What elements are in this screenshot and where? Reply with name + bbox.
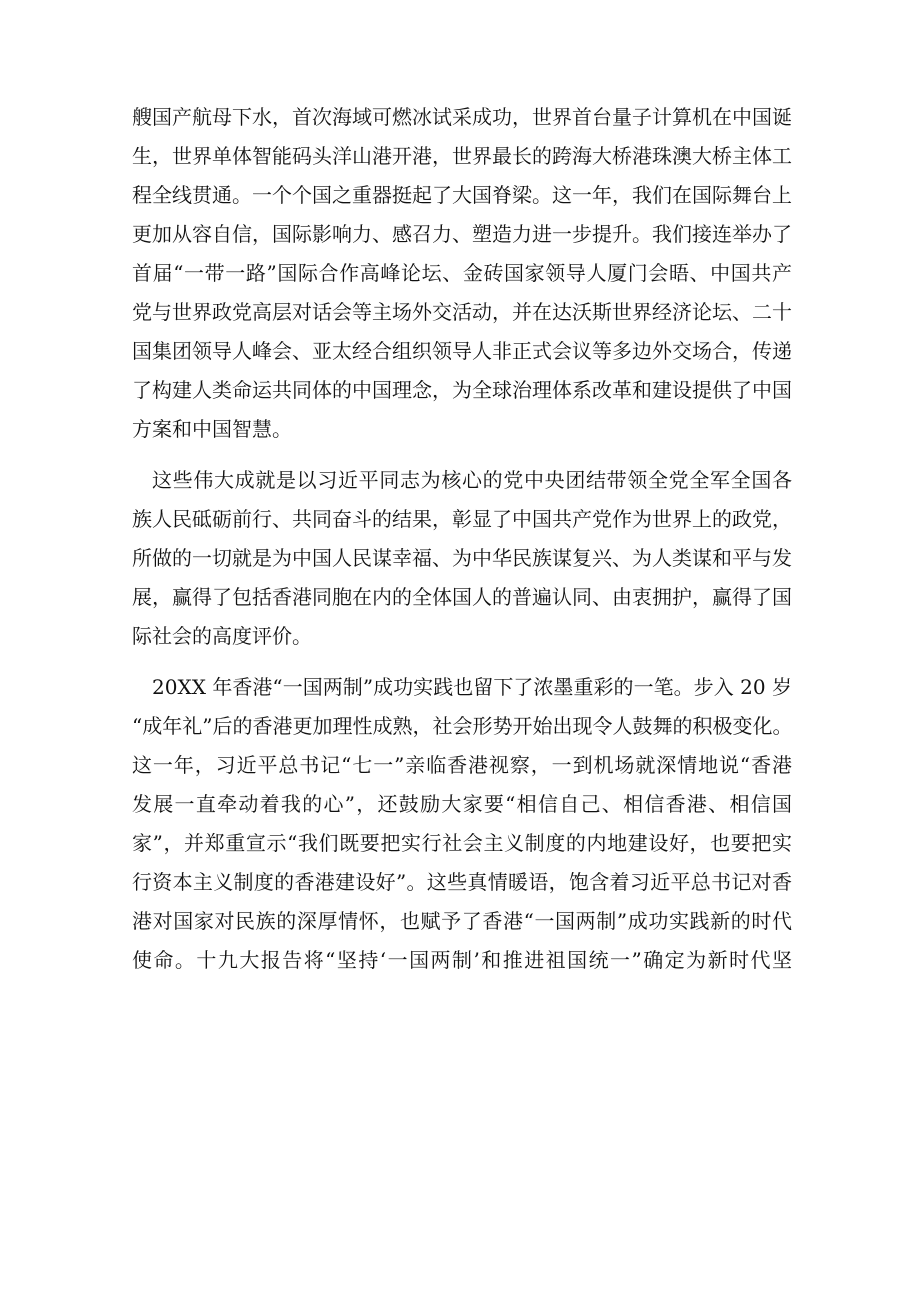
text-line: 际社会的高度评价。 bbox=[132, 624, 312, 648]
text-line: 行资本主义制度的香港建设好”。这些真情暖语，饱含着习近平总书记对香 bbox=[132, 870, 792, 894]
text-line: 使命。十九大报告将“坚持‘一国两制’和推进祖国统一”确定为新时代坚 bbox=[132, 948, 792, 972]
text-line: 港对国家对民族的深厚情怀，也赋予了香港“一国两制”成功实践新的时代 bbox=[132, 909, 792, 933]
text-line: 程全线贯通。一个个国之重器挺起了大国脊梁。这一年，我们在国际舞台上 bbox=[132, 183, 792, 207]
text-line: 所做的一切就是为中国人民谋幸福、为中华民族谋复兴、为人类谋和平与发 bbox=[132, 546, 792, 570]
text-line: 展，赢得了包括香港同胞在内的全体国人的普遍认同、由衷拥护，赢得了国 bbox=[132, 585, 792, 609]
text-line: 这些伟大成就是以习近平同志为核心的党中央团结带领全党全军全国各 bbox=[152, 468, 792, 492]
text-line: 族人民砥砺前行、共同奋斗的结果，彰显了中国共产党作为世界上的政党， bbox=[132, 507, 792, 531]
text-line: “成年礼”后的香港更加理性成熟，社会形势开始出现令人鼓舞的积极变化。 bbox=[132, 714, 793, 738]
text-line: 发展一直牵动着我的心”，还鼓励大家要“相信自己、相信香港、相信国 bbox=[132, 792, 792, 816]
paragraph-great-achievements bbox=[132, 461, 792, 656]
text-line: 这一年，习近平总书记“七一”亲临香港视察，一到机场就深情地说“香港 bbox=[132, 753, 792, 777]
text-line: 国集团领导人峰会、亚太经合组织领导人非正式会议等多边外交场合，传递 bbox=[132, 339, 792, 363]
document-page bbox=[132, 98, 792, 992]
paragraph-hong-kong bbox=[132, 668, 792, 980]
text-line: 艘国产航母下水，首次海域可燃冰试采成功，世界首台量子计算机在中国诞 bbox=[132, 105, 792, 129]
text-line: 生，世界单体智能码头洋山港开港，世界最长的跨海大桥港珠澳大桥主体工 bbox=[132, 144, 792, 168]
text-line: 家”，并郑重宣示“我们既要把实行社会主义制度的内地建设好，也要把实 bbox=[132, 831, 792, 855]
text-line: 更加从容自信，国际影响力、感召力、塑造力进一步提升。我们接连举办了 bbox=[132, 222, 792, 246]
text-line: 方案和中国智慧。 bbox=[132, 417, 292, 441]
text-line: 党与世界政党高层对话会等主场外交活动，并在达沃斯世界经济论坛、二十 bbox=[132, 300, 792, 324]
text-line: 20XX 年香港“一国两制”成功实践也留下了浓墨重彩的一笔。步入 20 岁 bbox=[152, 675, 792, 699]
text-line: 了构建人类命运共同体的中国理念，为全球治理体系改革和建设提供了中国 bbox=[132, 378, 792, 402]
paragraph-achievements bbox=[132, 98, 792, 449]
text-line: 首届“一带一路”国际合作高峰论坛、金砖国家领导人厦门会晤、中国共产 bbox=[132, 261, 792, 285]
